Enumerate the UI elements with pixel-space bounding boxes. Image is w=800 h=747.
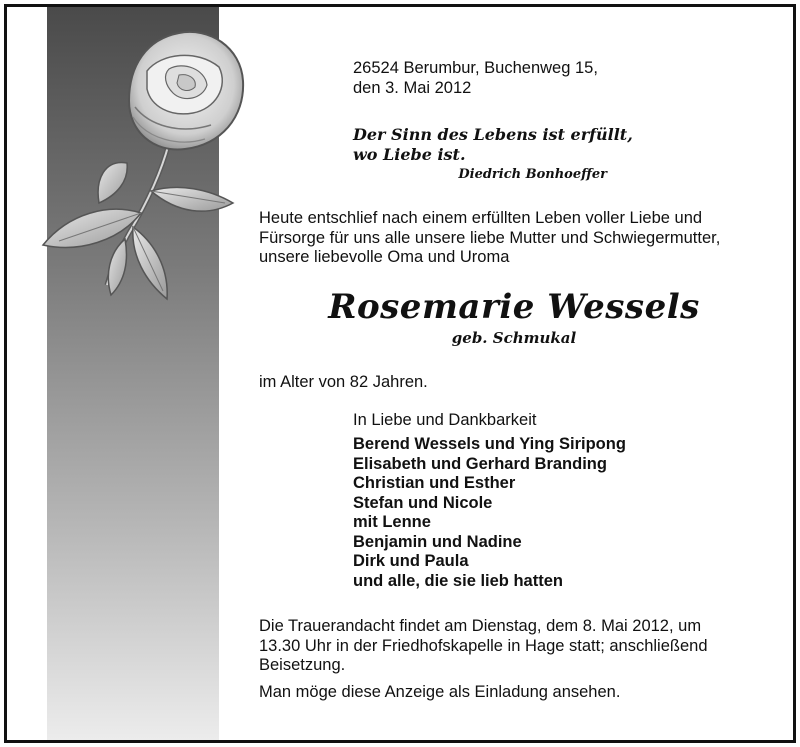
age-text: im Alter von 82 Jahren. xyxy=(259,373,428,391)
quote-block xyxy=(353,125,653,185)
service-line: Beisetzung. xyxy=(259,656,346,674)
service-paragraph xyxy=(259,617,769,676)
intro-line: Heute entschlief nach einem erfüllten Leben voller Liebe und xyxy=(259,209,703,227)
address-line: 26524 Berumbur, Buchenweg 15, xyxy=(353,59,598,77)
quote-line: wo Liebe ist. xyxy=(353,145,466,164)
mourner-entry: Benjamin und Nadine xyxy=(353,532,522,551)
obituary-notice xyxy=(4,4,796,743)
mourner-entry: und alle, die sie lieb hatten xyxy=(353,571,563,590)
intro-paragraph xyxy=(259,209,759,268)
intro-line: unsere liebevolle Oma und Uroma xyxy=(259,248,510,266)
date-line: den 3. Mai 2012 xyxy=(353,78,472,97)
deceased-name: Rosemarie Wessels xyxy=(328,287,700,327)
birth-name: geb. Schmukal xyxy=(451,329,577,347)
mourners-list xyxy=(353,435,626,591)
mourner-entry: Christian und Esther xyxy=(353,474,516,492)
intro-line: Fürsorge für uns alle unsere liebe Mutter und Schwiegermutter, xyxy=(259,228,721,247)
mourner-entry: Berend Wessels und Ying Siripong xyxy=(353,435,626,453)
quote-line: Der Sinn des Lebens ist erfüllt, xyxy=(353,125,633,144)
service-line: 13.30 Uhr in der Friedhofskapelle in Hage statt; anschließend xyxy=(259,636,708,655)
mourners-intro: In Liebe und Dankbarkeit xyxy=(353,411,537,429)
mourner-entry: Elisabeth und Gerhard Branding xyxy=(353,454,607,473)
service-line: Die Trauerandacht findet am Dienstag, dem 8. Mai 2012, um xyxy=(259,617,702,635)
mourner-entry: Dirk und Paula xyxy=(353,552,469,570)
mourner-entry: Stefan und Nicole xyxy=(353,493,493,512)
mourner-entry: mit Lenne xyxy=(353,513,431,531)
rose-icon xyxy=(29,13,259,303)
address-block xyxy=(353,59,598,98)
invitation-note: Man möge diese Anzeige als Einladung ansehen. xyxy=(259,683,621,701)
quote-author: Diedrich Bonhoeffer xyxy=(458,167,607,182)
